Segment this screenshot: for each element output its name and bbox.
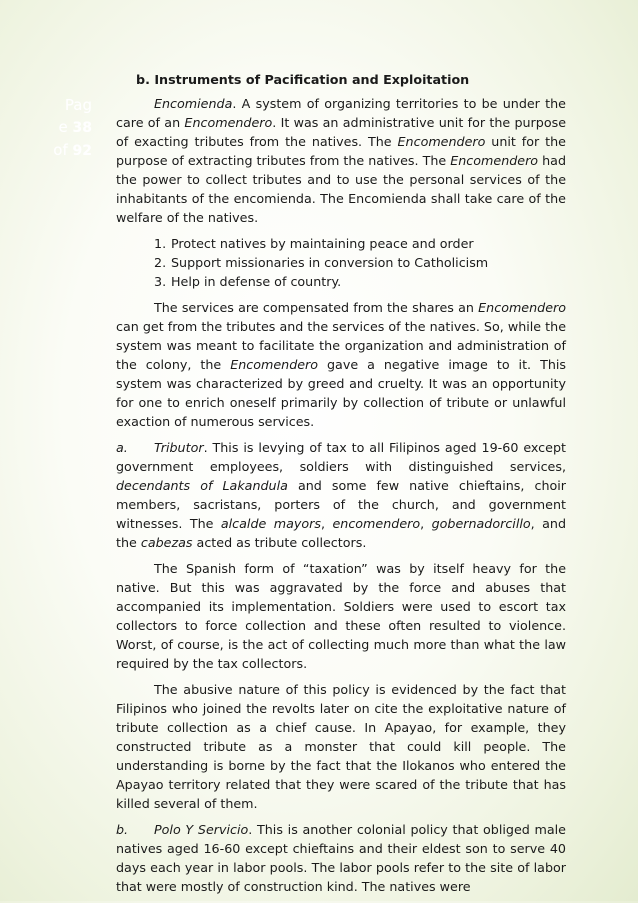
page-prefix: Pag (64, 96, 92, 114)
abusive-nature-paragraph: The abusive nature of this policy is evidenced by the fact that Filipinos who joined the revolts later on cite the exploitative nature of tribute collection as a chief cause. In Apayao, for example, they constructed tribute as a monster that could kill people. The understanding is borne by the fact that the Ilokanos who entered the Apayao territory related that they were scared of the tribute that has killed several of them. (116, 682, 566, 811)
tributo-paragraph: a. Tributor. This is levying of tax to all Filipinos aged 19-60 except government employees, soldiers with distinguished services, decendants of Lakandula and some few native chieftains, choir members, sacristans, porters of the church, and government witnesses. The alcalde mayors, encomendero, gobernadorcillo, and the cabezas acted as tribute collectors. (116, 440, 566, 550)
list-item: 1. Protect natives by maintaining peace and order (154, 236, 474, 251)
encomienda-paragraph: Encomienda. A system of organizing territories to be under the care of an Encomendero. It was an administrative unit for the purpose of exacting tributes from the natives. The Encomendero unit for the purpose of extracting tributes from the natives. The Encomendero had the power to collect tributes and to use the personal services of the inhabitants of the encomienda. The Encomienda shall take care of the welfare of the natives. (116, 96, 566, 225)
page-of-label: of (53, 141, 68, 159)
term-encomienda: Encomienda (154, 96, 233, 111)
term-polo-y-servicio: Polo Y Servicio (154, 822, 249, 837)
services-paragraph: The services are compensated from the shares an Encomendero can get from the tributes and the services of the natives. So, while the system was meant to facilitate the organization and administration of the colony, the Encomendero gave a negative image to it. This system was characterized by greed and cruelty. It was an opportunity for one to enrich oneself primarily by collection of tribute or unlawful exaction of numerous services. (116, 300, 566, 429)
taxation-paragraph: The Spanish form of “taxation” was by itself heavy for the native. But this was aggravated by the force and abuses that accompanied its implementation. Soldiers were used to escort tax collectors to force collection and these often resulted to violence. Worst, of course, is the act of collecting much more than what the law required by the tax collectors. (116, 561, 566, 671)
total-pages-number: 92 (72, 143, 92, 159)
page-prefix-end: e (58, 118, 68, 136)
term-tributo: Tributor (154, 440, 204, 455)
list-item: 3. Help in defense of country. (154, 274, 342, 289)
section-heading: b. Instruments of Pacification and Exploitation (136, 72, 470, 87)
list-item: 2. Support missionaries in conversion to Catholicism (154, 255, 489, 270)
document-body (116, 70, 566, 903)
duties-list (116, 234, 566, 291)
polo-paragraph: b. Polo Y Servicio. This is another colonial policy that obliged male natives aged 16-60 except chieftains and their eldest son to serve 40 days each year in labor pools. The labor pools refer to the site of labor that were mostly of construction kind. The natives were (116, 822, 566, 894)
item-letter-b: b. (116, 822, 129, 837)
item-letter-a: a. (116, 440, 128, 455)
current-page-number: 38 (72, 120, 92, 136)
page-indicator (28, 94, 92, 162)
